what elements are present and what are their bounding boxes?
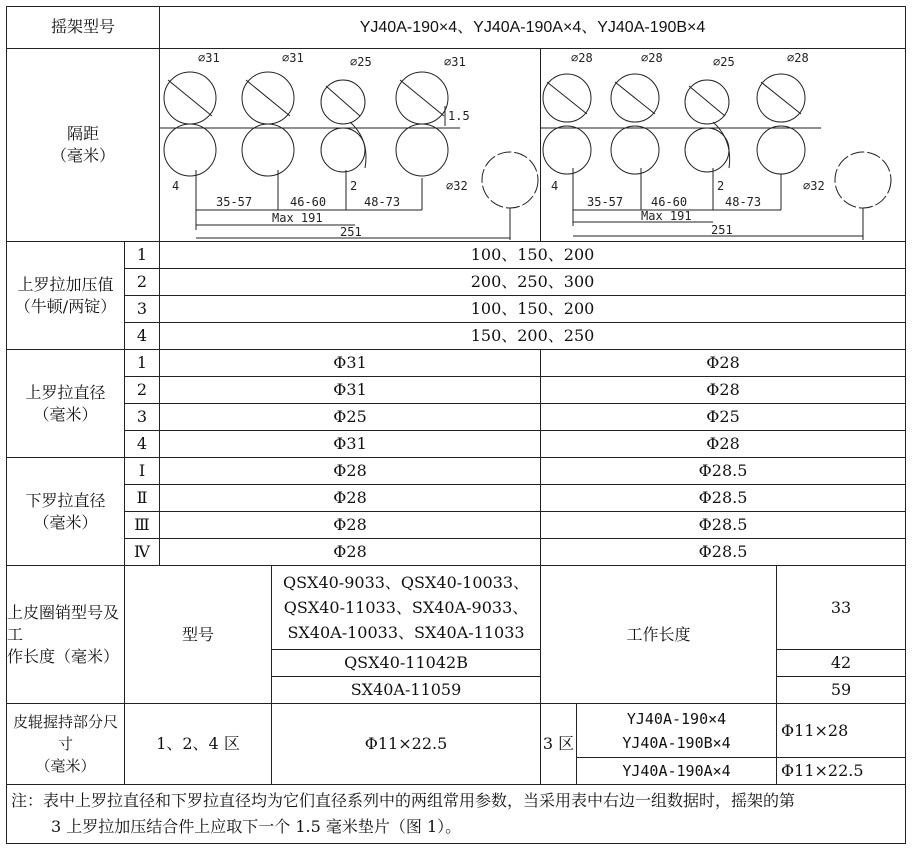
top-roller-left-value: Φ31 bbox=[160, 377, 541, 404]
svg-text:48-73: 48-73 bbox=[364, 195, 401, 209]
svg-text:48-73: 48-73 bbox=[725, 195, 762, 209]
svg-text:2: 2 bbox=[350, 179, 358, 193]
bottom-roller-row-id: Ⅳ bbox=[125, 539, 160, 566]
roller-spacing-diagram-right bbox=[541, 50, 904, 240]
pressure-row-id: 1 bbox=[125, 242, 160, 269]
footnote-line1: 注：表中上罗拉直径和下罗拉直径均为它们直径系列中的两组常用参数，当采用表中右边一组数据时，摇架的第 bbox=[11, 791, 796, 810]
grip-label-line1: 皮辊握持部分尺寸 bbox=[12, 713, 118, 753]
svg-text:⌀31: ⌀31 bbox=[198, 51, 220, 65]
cradle-pin-model-line: QSX40-9033、QSX40-10033、 bbox=[282, 573, 530, 592]
cradle-pin-label bbox=[7, 566, 125, 704]
bottom-roller-label bbox=[7, 458, 125, 566]
svg-text:Max 191: Max 191 bbox=[272, 211, 323, 225]
svg-text:251: 251 bbox=[711, 223, 733, 237]
top-roller-right-value: Φ28 bbox=[541, 377, 906, 404]
spec-table bbox=[6, 6, 906, 844]
svg-text:⌀31: ⌀31 bbox=[282, 51, 304, 65]
top-roller-left-value: Φ31 bbox=[160, 350, 541, 377]
svg-text:35-57: 35-57 bbox=[216, 195, 253, 209]
svg-text:⌀25: ⌀25 bbox=[350, 55, 372, 69]
grip-size-124: Φ11×22.5 bbox=[272, 704, 541, 785]
svg-text:4: 4 bbox=[172, 179, 180, 193]
pressure-row-value: 200、250、300 bbox=[160, 269, 906, 296]
svg-text:⌀28: ⌀28 bbox=[571, 51, 593, 65]
svg-text:46-60: 46-60 bbox=[290, 195, 327, 209]
top-roller-label bbox=[7, 350, 125, 458]
pressure-row-id: 4 bbox=[125, 323, 160, 350]
pressure-label-line1: 上罗拉加压值 bbox=[17, 274, 114, 294]
footnote-line2: 3 上罗拉加压结合件上应取下一个 1.5 毫米垫片（图 1）。 bbox=[51, 817, 462, 836]
svg-text:4: 4 bbox=[551, 179, 559, 193]
top-roller-row-id: 2 bbox=[125, 377, 160, 404]
spacing-label bbox=[7, 49, 160, 242]
top-roller-row-id: 4 bbox=[125, 431, 160, 458]
bottom-roller-label-line2: （毫米） bbox=[33, 512, 98, 532]
svg-text:⌀31: ⌀31 bbox=[444, 55, 466, 69]
svg-text:35-57: 35-57 bbox=[587, 195, 624, 209]
cradle-pin-model-line: SX40A-10033、SX40A-11033 bbox=[287, 623, 525, 642]
pressure-row-value: 100、150、200 bbox=[160, 242, 906, 269]
pressure-row-value: 100、150、200 bbox=[160, 296, 906, 323]
svg-text:46-60: 46-60 bbox=[651, 195, 688, 209]
cradle-pin-models: SX40A-11059 bbox=[272, 677, 541, 704]
grip-models: YJ40A-190A×4 bbox=[577, 758, 777, 785]
cradle-pin-length: 59 bbox=[777, 677, 906, 704]
top-roller-right-value: Φ28 bbox=[541, 431, 906, 458]
cradle-pin-label-line1: 上皮圈销型号及工 bbox=[7, 602, 120, 644]
spacing-diagram-right bbox=[541, 49, 906, 242]
grip-label-line2: （毫米） bbox=[35, 757, 96, 775]
svg-text:⌀28: ⌀28 bbox=[641, 51, 663, 65]
model-list: YJ40A-190×4、YJ40A-190A×4、YJ40A-190B×4 bbox=[160, 7, 906, 49]
spacing-diagram-left bbox=[160, 49, 541, 242]
svg-text:⌀25: ⌀25 bbox=[713, 55, 735, 69]
cradle-pin-model-header: 型号 bbox=[125, 566, 272, 704]
grip-zone-3: 3 区 bbox=[541, 704, 577, 785]
model-label: 摇架型号 bbox=[7, 7, 160, 49]
top-roller-label-line1: 上罗拉直径 bbox=[25, 382, 106, 402]
cradle-pin-length-header: 工作长度 bbox=[541, 566, 777, 704]
bottom-roller-label-line1: 下罗拉直径 bbox=[25, 490, 106, 510]
bottom-roller-left-value: Φ28 bbox=[160, 485, 541, 512]
grip-model-line: YJ40A-190B×4 bbox=[622, 733, 731, 752]
bottom-roller-right-value: Φ28.5 bbox=[541, 458, 906, 485]
grip-size: Φ11×22.5 bbox=[777, 758, 906, 785]
top-roller-row-id: 3 bbox=[125, 404, 160, 431]
bottom-roller-left-value: Φ28 bbox=[160, 512, 541, 539]
top-roller-right-value: Φ25 bbox=[541, 404, 906, 431]
svg-text:1.5: 1.5 bbox=[448, 109, 470, 123]
bottom-roller-right-value: Φ28.5 bbox=[541, 485, 906, 512]
pressure-label bbox=[7, 242, 125, 350]
pressure-row-id: 3 bbox=[125, 296, 160, 323]
cradle-pin-length: 33 bbox=[777, 566, 906, 650]
cradle-pin-label-line2: 作长度（毫米） bbox=[7, 646, 120, 666]
bottom-roller-row-id: Ⅱ bbox=[125, 485, 160, 512]
grip-zones-124: 1、2、4 区 bbox=[125, 704, 272, 785]
bottom-roller-left-value: Φ28 bbox=[160, 539, 541, 566]
cradle-pin-models: QSX40-11042B bbox=[272, 650, 541, 677]
top-roller-left-value: Φ31 bbox=[160, 431, 541, 458]
svg-text:⌀32: ⌀32 bbox=[446, 179, 468, 193]
roller-spacing-diagram-left bbox=[160, 50, 539, 240]
cradle-pin-models bbox=[272, 566, 541, 650]
grip-size: Φ11×28 bbox=[777, 704, 906, 758]
svg-text:⌀28: ⌀28 bbox=[787, 51, 809, 65]
pressure-row-value: 150、200、250 bbox=[160, 323, 906, 350]
svg-text:⌀32: ⌀32 bbox=[803, 179, 825, 193]
top-roller-label-line2: （毫米） bbox=[33, 404, 98, 424]
spacing-label-line2: （毫米） bbox=[51, 146, 116, 165]
spacing-label-line1: 隔距 bbox=[67, 124, 100, 143]
footnote bbox=[7, 785, 906, 844]
bottom-roller-right-value: Φ28.5 bbox=[541, 512, 906, 539]
bottom-roller-right-value: Φ28.5 bbox=[541, 539, 906, 566]
grip-models bbox=[577, 704, 777, 758]
pressure-label-line2: （牛顿/两锭） bbox=[14, 296, 117, 316]
top-roller-left-value: Φ25 bbox=[160, 404, 541, 431]
cradle-pin-length: 42 bbox=[777, 650, 906, 677]
bottom-roller-left-value: Φ28 bbox=[160, 458, 541, 485]
cradle-pin-model-line: QSX40-11033、SX40A-9033、 bbox=[283, 598, 529, 617]
svg-text:251: 251 bbox=[340, 225, 362, 239]
top-roller-right-value: Φ28 bbox=[541, 350, 906, 377]
pressure-row-id: 2 bbox=[125, 269, 160, 296]
svg-text:Max 191: Max 191 bbox=[641, 209, 692, 223]
bottom-roller-row-id: Ⅰ bbox=[125, 458, 160, 485]
grip-label bbox=[7, 704, 125, 785]
top-roller-row-id: 1 bbox=[125, 350, 160, 377]
bottom-roller-row-id: Ⅲ bbox=[125, 512, 160, 539]
svg-text:2: 2 bbox=[717, 179, 725, 193]
grip-model-line: YJ40A-190×4 bbox=[626, 709, 727, 728]
